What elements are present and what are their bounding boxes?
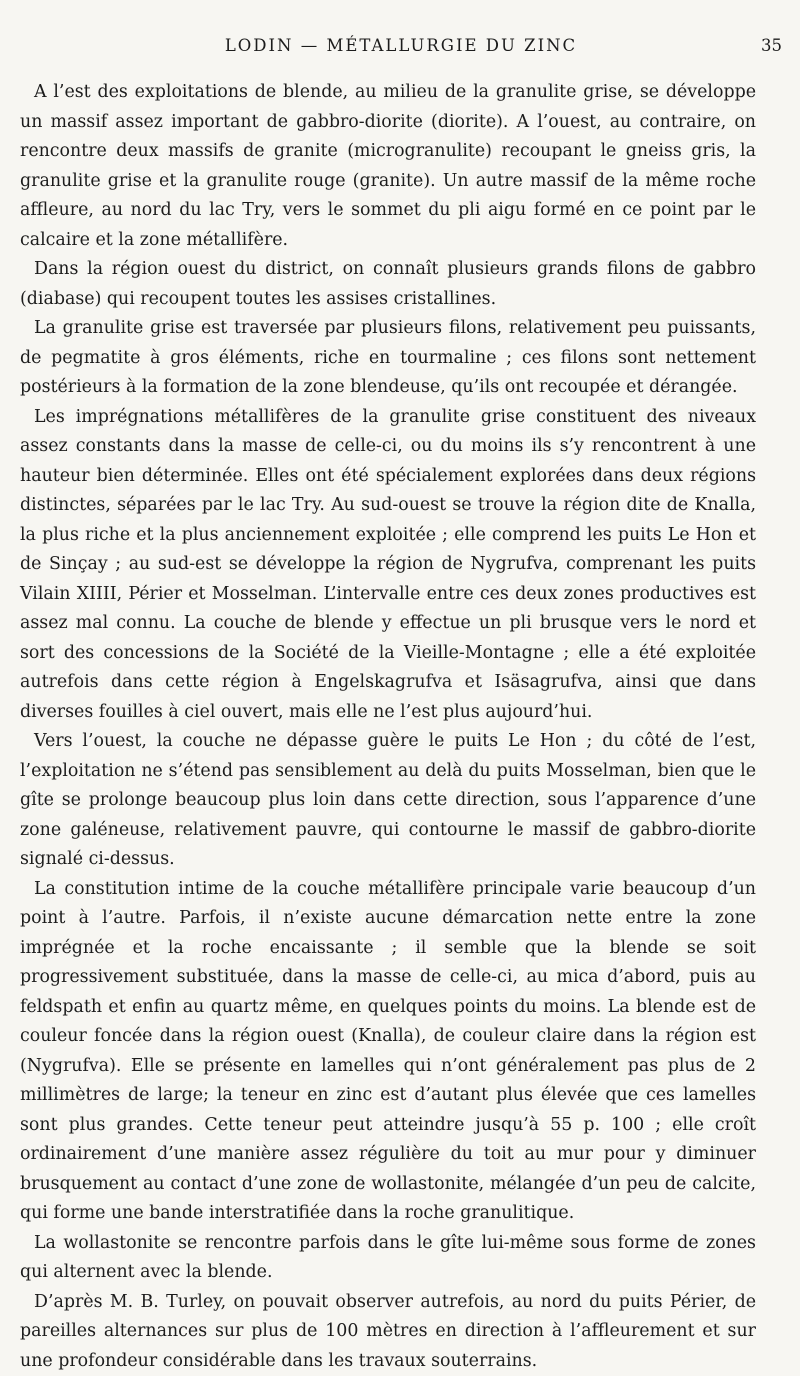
paragraph: Dans la région ouest du district, on connaît plusieurs grands filons de gabbro (diabase) qui recoupent toutes les assises cristallines. — [20, 255, 756, 314]
running-title: LODIN — MÉTALLURGIE DU ZINC — [20, 36, 782, 55]
paragraph: Les imprégnations métallifères de la granulite grise constituent des niveaux assez constants dans la masse de celle-ci, ou du moins ils s’y rencontrent à une hauteur bien déterminée. Elles ont été spécialement explorées dans deux régions distinctes, séparées par le lac Try. Au sud-ouest se trouve la région dite de Knalla, la plus riche et la plus anciennement exploitée ; elle comprend les puits Le Hon et de Sinçay ; au sud-est se développe la région de Nygrufva, comprenant les puits Vilain XIIII, Périer et Mosselman. L’intervalle entre ces deux zones productives est assez mal connu. La couche de blende y effectue un pli brusque vers le nord et sort des concessions de la Société de la Vieille-Montagne ; elle a été exploitée autrefois dans cette région à Engelskagrufva et Isäsagrufva, ainsi que dans diverses fouilles à ciel ouvert, mais elle ne l’est plus aujourd’hui. — [20, 403, 756, 728]
page-number: 35 — [761, 36, 782, 55]
paragraph: A l’est des exploitations de blende, au milieu de la granulite grise, se développe un massif assez important de gabbro-diorite (diorite). A l’ouest, au contraire, on rencontre deux massifs de granite (microgranulite) recoupant le gneiss gris, la granulite grise et la granulite rouge (granite). Un autre massif de la même roche affleure, au nord du lac Try, vers le sommet du pli aigu formé en ce point par le calcaire et la zone métallifère. — [20, 78, 756, 255]
page-header — [20, 36, 782, 64]
paragraph: D’après M. B. Turley, on pouvait observer autrefois, au nord du puits Périer, de pareilles alternances sur plus de 100 mètres en direction à l’affleurement et sur une profondeur considérable dans les travaux souterrains. — [20, 1288, 756, 1376]
body-text — [20, 78, 756, 1376]
paragraph: La constitution intime de la couche métallifère principale varie beaucoup d’un point à l’autre. Parfois, il n’existe aucune démarcation nette entre la zone imprégnée et la roche encaissante ; il semble que la blende se soit progressivement substituée, dans la masse de celle-ci, au mica d’abord, puis au feldspath et enfin au quartz même, en quelques points du moins. La blende est de couleur foncée dans la région ouest (Knalla), de couleur claire dans la région est (Nygrufva). Elle se présente en lamelles qui n’ont généralement pas plus de 2 millimètres de large; la teneur en zinc est d’autant plus élevée que ces lamelles sont plus grandes. Cette teneur peut atteindre jusqu’à 55 p. 100 ; elle croît ordinairement d’une manière assez régulière du toit au mur pour y diminuer brusquement au contact d’une zone de wollastonite, mélangée d’un peu de calcite, qui forme une bande interstratifiée dans la roche granulitique. — [20, 875, 756, 1229]
paragraph: Vers l’ouest, la couche ne dépasse guère le puits Le Hon ; du côté de l’est, l’exploitation ne s’étend pas sensiblement au delà du puits Mosselman, bien que le gîte se prolonge beaucoup plus loin dans cette direction, sous l’apparence d’une zone galéneuse, relativement pauvre, qui contourne le massif de gabbro-diorite signalé ci-dessus. — [20, 727, 756, 875]
paragraph: La wollastonite se rencontre parfois dans le gîte lui-même sous forme de zones qui alternent avec la blende. — [20, 1229, 756, 1288]
paragraph: La granulite grise est traversée par plusieurs filons, relativement peu puissants, de pegmatite à gros éléments, riche en tourmaline ; ces filons sont nettement postérieurs à la formation de la zone blendeuse, qu’ils ont recoupée et dérangée. — [20, 314, 756, 403]
